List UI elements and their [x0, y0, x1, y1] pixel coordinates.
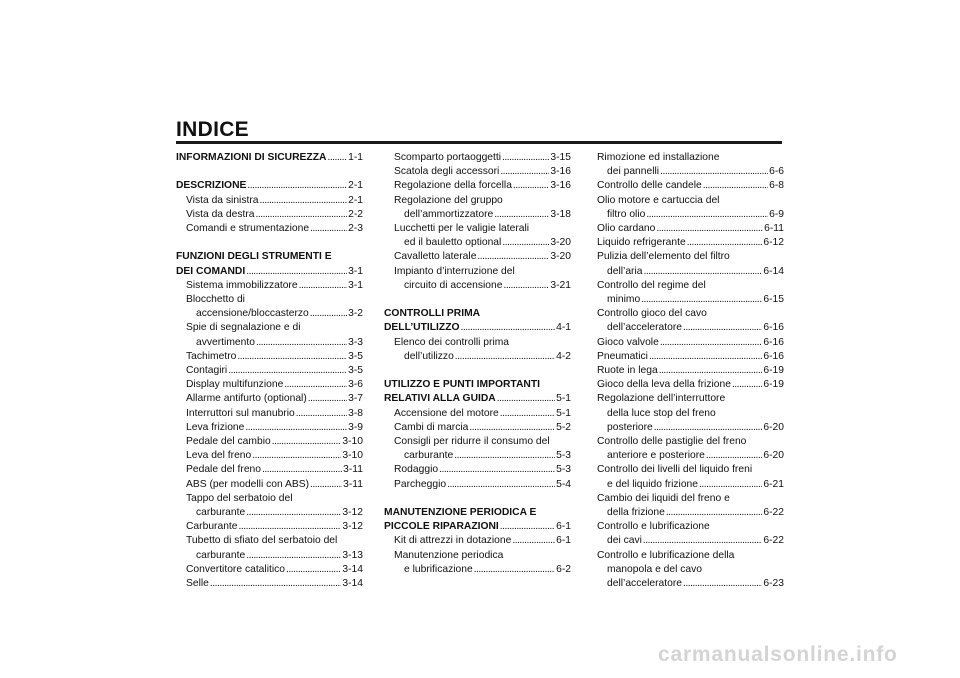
toc-entry-text: Lucchetti per le valigie laterali — [394, 223, 530, 235]
dot-leader — [474, 563, 555, 577]
toc-entry-text: Vista da destra — [186, 208, 255, 220]
toc-entry-text: Cavalletto laterale — [394, 251, 477, 263]
toc-entry-text: ABS (per modelli con ABS) — [186, 478, 310, 490]
toc-entry[interactable] — [176, 293, 363, 321]
toc-page-number: 2-2 — [348, 208, 363, 220]
dot-leader — [512, 534, 555, 548]
toc-entry-text: dell’acceleratore — [607, 322, 682, 334]
dot-leader — [308, 392, 347, 406]
toc-entry-text: Olio motore e cartuccia del — [597, 194, 720, 206]
toc-entry[interactable] — [384, 506, 571, 534]
dot-leader — [699, 478, 762, 492]
toc-page-number: 2-3 — [348, 223, 363, 234]
dot-leader — [646, 208, 768, 222]
toc-entry-text: anteriore e posteriore — [607, 450, 705, 462]
toc-entry[interactable] — [384, 151, 571, 165]
toc-entry-text: minimo — [607, 294, 641, 306]
toc-entry[interactable] — [176, 194, 363, 208]
dot-leader — [454, 449, 555, 463]
watermark: carmanualsonline.info — [658, 643, 898, 666]
dot-leader — [246, 265, 347, 279]
toc-page-number: 3-5 — [348, 365, 363, 377]
toc-entry[interactable] — [384, 336, 571, 364]
toc-entry-text: DEI COMANDI — [176, 265, 246, 277]
dot-leader — [687, 236, 763, 250]
toc-page-number: 2-1 — [348, 180, 363, 192]
toc-entry[interactable] — [384, 534, 571, 548]
toc-entry-text: avvertimento — [196, 336, 255, 348]
toc-entry-text: Leva frizione — [186, 421, 245, 433]
toc-page-number: 6-16 — [763, 322, 784, 334]
toc-entry[interactable] — [597, 364, 784, 378]
dot-leader — [310, 307, 347, 321]
toc-page-number: 4-1 — [556, 322, 571, 334]
toc-entry-text: Liquido refrigerante — [597, 237, 686, 249]
dot-leader — [284, 378, 347, 392]
toc-entry[interactable] — [176, 321, 363, 349]
toc-page-number: 3-8 — [348, 407, 363, 419]
toc-entry[interactable] — [176, 407, 363, 421]
toc-entry-text: della frizione — [607, 507, 665, 519]
dot-leader — [246, 549, 341, 563]
toc-entry-text: Controllo delle pastiglie del freno — [597, 436, 747, 448]
toc-page-number: 3-15 — [550, 152, 571, 163]
dot-leader — [654, 421, 763, 435]
toc-page-number: 6-19 — [763, 379, 784, 391]
toc-page-number: 3-18 — [550, 208, 571, 220]
toc-entry-text: CONTROLLI PRIMA — [384, 308, 481, 320]
toc-entry[interactable] — [384, 378, 571, 406]
dot-leader — [296, 407, 347, 421]
toc-entry[interactable] — [597, 336, 784, 350]
dot-leader — [649, 350, 762, 364]
toc-entry-text: della luce stop del freno — [607, 407, 716, 419]
toc-entry[interactable] — [384, 165, 571, 179]
toc-entry[interactable] — [597, 350, 784, 364]
toc-entry[interactable] — [176, 279, 363, 293]
toc-entry[interactable] — [597, 222, 784, 236]
toc-entry[interactable] — [176, 378, 363, 392]
toc-entry[interactable] — [176, 520, 363, 534]
toc-page-number: 3-20 — [550, 237, 571, 249]
toc-entry-text: Leva del freno — [186, 450, 252, 462]
toc-entry-text: ed il bauletto optional — [404, 237, 502, 249]
toc-entry[interactable] — [597, 194, 784, 222]
dot-leader — [286, 563, 341, 577]
dot-leader — [643, 534, 762, 548]
dot-leader — [310, 222, 347, 236]
toc-page-number: 3-14 — [342, 578, 363, 590]
toc-entry[interactable] — [384, 307, 571, 335]
toc-entry[interactable] — [176, 179, 363, 193]
toc-page-number: 6-16 — [763, 336, 784, 348]
toc-entry-text: e del liquido frizione — [607, 478, 699, 490]
toc-entry-text: Contagiri — [186, 365, 228, 377]
dot-leader — [500, 520, 555, 534]
dot-leader — [239, 520, 342, 534]
toc-entry[interactable] — [597, 307, 784, 335]
toc-entry-text: circuito di accensione — [404, 279, 503, 291]
dot-leader — [500, 165, 549, 179]
toc-page-number: 6-14 — [763, 265, 784, 277]
toc-entry-text: Pulizia dell’elemento del filtro — [597, 251, 730, 263]
toc-entry-text: carburante — [196, 549, 246, 561]
dot-leader — [299, 279, 348, 293]
dot-leader — [666, 506, 763, 520]
dot-leader — [659, 364, 763, 378]
toc-column-2 — [384, 151, 571, 577]
toc-entry[interactable] — [597, 151, 784, 179]
toc-page-number: 5-4 — [556, 478, 571, 490]
toc-entry-text: Rimozione ed installazione — [597, 152, 720, 163]
toc-entry[interactable] — [176, 435, 363, 449]
toc-entry-text: Controllo del regime del — [597, 279, 706, 291]
toc-entry[interactable] — [176, 492, 363, 520]
dot-leader — [706, 449, 763, 463]
toc-page-number: 6-9 — [769, 208, 784, 220]
toc-entry-text: Rodaggio — [394, 464, 439, 476]
toc-page-number: 6-16 — [763, 350, 784, 362]
toc-entry-text: Pedale del freno — [186, 464, 261, 476]
toc-entry[interactable] — [384, 421, 571, 435]
dot-leader — [732, 378, 762, 392]
toc-page-number: 6-22 — [763, 507, 784, 519]
dot-leader — [327, 151, 347, 165]
toc-entry-text: dell’acceleratore — [607, 578, 682, 590]
toc-entry-text: Elenco dei controlli prima — [394, 336, 510, 348]
toc-page-number: 6-8 — [769, 180, 784, 192]
toc-entry-text: RELATIVI ALLA GUIDA — [384, 393, 496, 405]
toc-entry-text: Vista da sinistra — [186, 194, 259, 206]
toc-entry-text: UTILIZZO E PUNTI IMPORTANTI — [384, 379, 540, 391]
toc-entry-text: Impianto d’interruzione del — [394, 265, 515, 277]
dot-leader — [256, 336, 347, 350]
dot-leader — [497, 392, 555, 406]
toc-entry-text: DESCRIZIONE — [176, 180, 247, 192]
toc-page-number: 5-3 — [556, 450, 571, 462]
toc-entry-text: INFORMAZIONI DI SICUREZZA — [176, 152, 327, 163]
toc-page-number: 3-10 — [342, 450, 363, 462]
dot-leader — [502, 236, 549, 250]
toc-page-number: 3-3 — [348, 336, 363, 348]
dot-leader — [262, 463, 342, 477]
dot-leader — [252, 449, 341, 463]
toc-entry-text: Tachimetro — [186, 350, 237, 362]
toc-entry-text: Pneumatici — [597, 350, 648, 362]
toc-page-number: 3-7 — [348, 393, 363, 405]
toc-entry-text: Consigli per ridurre il consumo del — [394, 436, 550, 448]
toc-entry[interactable] — [597, 378, 784, 392]
toc-page-number: 6-20 — [763, 450, 784, 462]
dot-leader — [256, 208, 348, 222]
dot-leader — [247, 179, 347, 193]
toc-entry-text: accensione/bloccasterzo — [196, 308, 309, 320]
toc-entry-text: Controllo e lubrificazione della — [597, 549, 735, 561]
toc-entry-text: Ruote in lega — [597, 365, 658, 377]
toc-entry[interactable] — [384, 463, 571, 477]
toc-entry-text: carburante — [404, 450, 454, 462]
dot-leader — [703, 179, 768, 193]
dot-leader — [503, 279, 549, 293]
toc-entry[interactable] — [176, 208, 363, 222]
toc-entry-text: Sistema immobilizzatore — [186, 279, 298, 291]
toc-entry-text: Convertitore catalitico — [186, 563, 286, 575]
toc-entry[interactable] — [176, 364, 363, 378]
dot-leader — [660, 336, 763, 350]
toc-page-number: 1-1 — [348, 152, 363, 163]
toc-page-number: 6-22 — [763, 535, 784, 547]
toc-entry[interactable] — [176, 563, 363, 577]
toc-column-3 — [597, 151, 784, 591]
dot-leader — [494, 208, 549, 222]
toc-entry[interactable] — [597, 435, 784, 463]
toc-page-number: 3-14 — [342, 563, 363, 575]
toc-page-number: 6-1 — [556, 535, 571, 547]
toc-entry[interactable] — [384, 194, 571, 222]
dot-leader — [477, 250, 549, 264]
toc-entry-text: Controllo gioco del cavo — [597, 308, 707, 320]
toc-entry-text: posteriore — [607, 421, 653, 433]
toc-page-number: 3-12 — [342, 507, 363, 519]
dot-leader — [210, 577, 341, 591]
toc-entry[interactable] — [176, 222, 363, 236]
toc-entry[interactable] — [384, 179, 571, 193]
toc-entry[interactable] — [384, 435, 571, 463]
toc-entry-text: Gioco valvole — [597, 336, 659, 348]
toc-entry-text: Spie di segnalazione e di — [186, 322, 301, 334]
toc-entry-text: Allarme antifurto (optional) — [186, 393, 307, 405]
toc-entry-text: dell’aria — [607, 265, 643, 277]
toc-entry[interactable] — [597, 549, 784, 592]
toc-page-number: 3-11 — [343, 478, 363, 490]
dot-leader — [246, 506, 341, 520]
toc-entry[interactable] — [176, 577, 363, 591]
dot-leader — [461, 321, 556, 335]
title-rule — [176, 141, 782, 144]
toc-entry-text: filtro olio — [607, 208, 646, 220]
toc-entry[interactable] — [176, 350, 363, 364]
toc-entry[interactable] — [597, 179, 784, 193]
toc-entry[interactable] — [597, 236, 784, 250]
toc-entry[interactable] — [384, 478, 571, 492]
dot-leader — [228, 364, 347, 378]
toc-entry[interactable] — [176, 421, 363, 435]
toc-entry-text: Parcheggio — [394, 478, 447, 490]
dot-leader — [500, 407, 555, 421]
toc-page-number: 3-12 — [342, 521, 363, 533]
dot-leader — [455, 350, 555, 364]
toc-entry[interactable] — [384, 222, 571, 250]
toc-entry-text: Kit di attrezzi in dotazione — [394, 535, 512, 547]
toc-page-number: 6-2 — [556, 563, 571, 575]
toc-entry-text: Regolazione della forcella — [394, 180, 512, 192]
toc-page-number: 3-20 — [550, 251, 571, 263]
dot-leader — [644, 265, 763, 279]
dot-leader — [469, 421, 555, 435]
toc-page-number: 6-20 — [763, 421, 784, 433]
toc-entry-text: dell’utilizzo — [404, 350, 454, 362]
dot-leader — [656, 222, 763, 236]
dot-leader — [641, 293, 762, 307]
toc-entry-text: Selle — [186, 578, 209, 590]
toc-entry[interactable] — [176, 449, 363, 463]
toc-entry-text: Display multifunzione — [186, 379, 284, 391]
toc-entry[interactable] — [176, 250, 363, 278]
toc-entry-text: dei pannelli — [607, 166, 660, 178]
toc-entry-text: dei cavi — [607, 535, 642, 547]
toc-entry[interactable] — [597, 520, 784, 548]
toc-entry[interactable] — [597, 392, 784, 435]
toc-page-number: 6-6 — [769, 166, 784, 178]
toc-entry-text: DELL’UTILIZZO — [384, 322, 460, 334]
toc-entry[interactable] — [176, 534, 363, 562]
dot-leader — [237, 350, 347, 364]
toc-column-1 — [176, 151, 363, 591]
dot-leader — [272, 435, 342, 449]
toc-entry[interactable] — [384, 265, 571, 293]
toc-page-number: 3-11 — [343, 464, 363, 476]
toc-page-number: 6-19 — [763, 365, 784, 377]
dot-leader — [683, 577, 762, 591]
dot-leader — [447, 478, 555, 492]
page-title: INDICE — [176, 118, 249, 141]
toc-page-number: 3-1 — [348, 265, 363, 277]
toc-entry[interactable] — [176, 392, 363, 406]
toc-page-number: 2-1 — [348, 194, 363, 206]
toc-entry[interactable] — [597, 250, 784, 278]
toc-entry-text: Controllo delle candele — [597, 180, 702, 192]
toc-page-number: 6-15 — [763, 294, 784, 306]
dot-leader — [245, 421, 347, 435]
toc-entry-text: Controllo dei livelli del liquido freni — [597, 464, 753, 476]
toc-entry[interactable] — [384, 407, 571, 421]
toc-entry-text: Controllo e lubrificazione — [597, 521, 710, 533]
toc-page-number: 3-5 — [348, 350, 363, 362]
toc-page-number: 5-1 — [556, 393, 571, 405]
dot-leader — [513, 179, 549, 193]
toc-page-number: 3-2 — [348, 308, 363, 320]
dot-leader — [502, 151, 549, 165]
toc-entry-text: Interruttori sul manubrio — [186, 407, 295, 419]
toc-page-number: 3-10 — [342, 436, 363, 448]
dot-leader — [260, 194, 348, 208]
toc-entry-text: FUNZIONI DEGLI STRUMENTI E — [176, 251, 332, 263]
toc-entry-text: carburante — [196, 507, 246, 519]
toc-entry[interactable] — [597, 463, 784, 491]
toc-entry[interactable] — [597, 492, 784, 520]
toc-page-number: 5-1 — [556, 407, 571, 419]
toc-entry[interactable] — [384, 250, 571, 264]
toc-page-number: 3-6 — [348, 379, 363, 391]
toc-entry-text: Blocchetto di — [186, 294, 245, 305]
toc-entry-text: Tubetto di sfiato del serbatoio del — [186, 535, 338, 547]
toc-entry-text: Cambi di marcia — [394, 421, 469, 433]
toc-entry-text: Cambio dei liquidi del freno e — [597, 492, 730, 504]
toc-page-number: 3-16 — [550, 180, 571, 192]
toc-entry-text: Pedale del cambio — [186, 436, 271, 448]
toc-page-number: 3-21 — [550, 279, 571, 291]
toc-page-number: 6-12 — [763, 237, 784, 249]
toc-entry[interactable] — [176, 478, 363, 492]
toc-entry-text: MANUTENZIONE PERIODICA E — [384, 507, 537, 519]
toc-entry[interactable] — [597, 279, 784, 307]
toc-entry-text: Olio cardano — [597, 223, 656, 235]
toc-entry-text: Carburante — [186, 521, 238, 533]
toc-page-number: 4-2 — [556, 350, 571, 362]
toc-entry-text: manopola e del cavo — [607, 563, 703, 575]
toc-page-number: 6-23 — [763, 578, 784, 590]
toc-entry-text: Scatola degli accessori — [394, 166, 500, 178]
toc-page-number: 3-1 — [348, 279, 363, 291]
toc-page-number: 6-11 — [764, 223, 784, 235]
toc-entry[interactable] — [176, 151, 363, 165]
dot-leader — [660, 165, 768, 179]
dot-leader — [310, 478, 342, 492]
toc-page-number: 3-16 — [550, 166, 571, 178]
toc-entry-text: Regolazione dell’interruttore — [597, 393, 726, 405]
toc-entry-text: dell’ammortizzatore — [404, 208, 494, 220]
toc-entry-text: Comandi e strumentazione — [186, 223, 310, 234]
toc-entry-text: e lubrificazione — [404, 563, 473, 575]
toc-page-number: 5-2 — [556, 421, 571, 433]
toc-entry[interactable] — [176, 463, 363, 477]
toc-entry-text: Gioco della leva della frizione — [597, 379, 731, 391]
dot-leader — [439, 463, 555, 477]
toc-page-number: 5-3 — [556, 464, 571, 476]
toc-page-number: 6-21 — [763, 478, 784, 490]
toc-entry[interactable] — [384, 549, 571, 577]
toc-entry-text: Scomparto portaoggetti — [394, 152, 502, 163]
toc-page-number: 3-13 — [342, 549, 363, 561]
toc-page-number: 6-1 — [556, 521, 571, 533]
toc-entry-text: Manutenzione periodica — [394, 549, 504, 561]
toc-entry-text: PICCOLE RIPARAZIONI — [384, 521, 499, 533]
toc-entry-text: Accensione del motore — [394, 407, 499, 419]
toc-entry-text: Tappo del serbatoio del — [186, 492, 293, 504]
toc-entry-text: Regolazione del gruppo — [394, 194, 503, 206]
dot-leader — [683, 321, 762, 335]
toc-page-number: 3-9 — [348, 421, 363, 433]
